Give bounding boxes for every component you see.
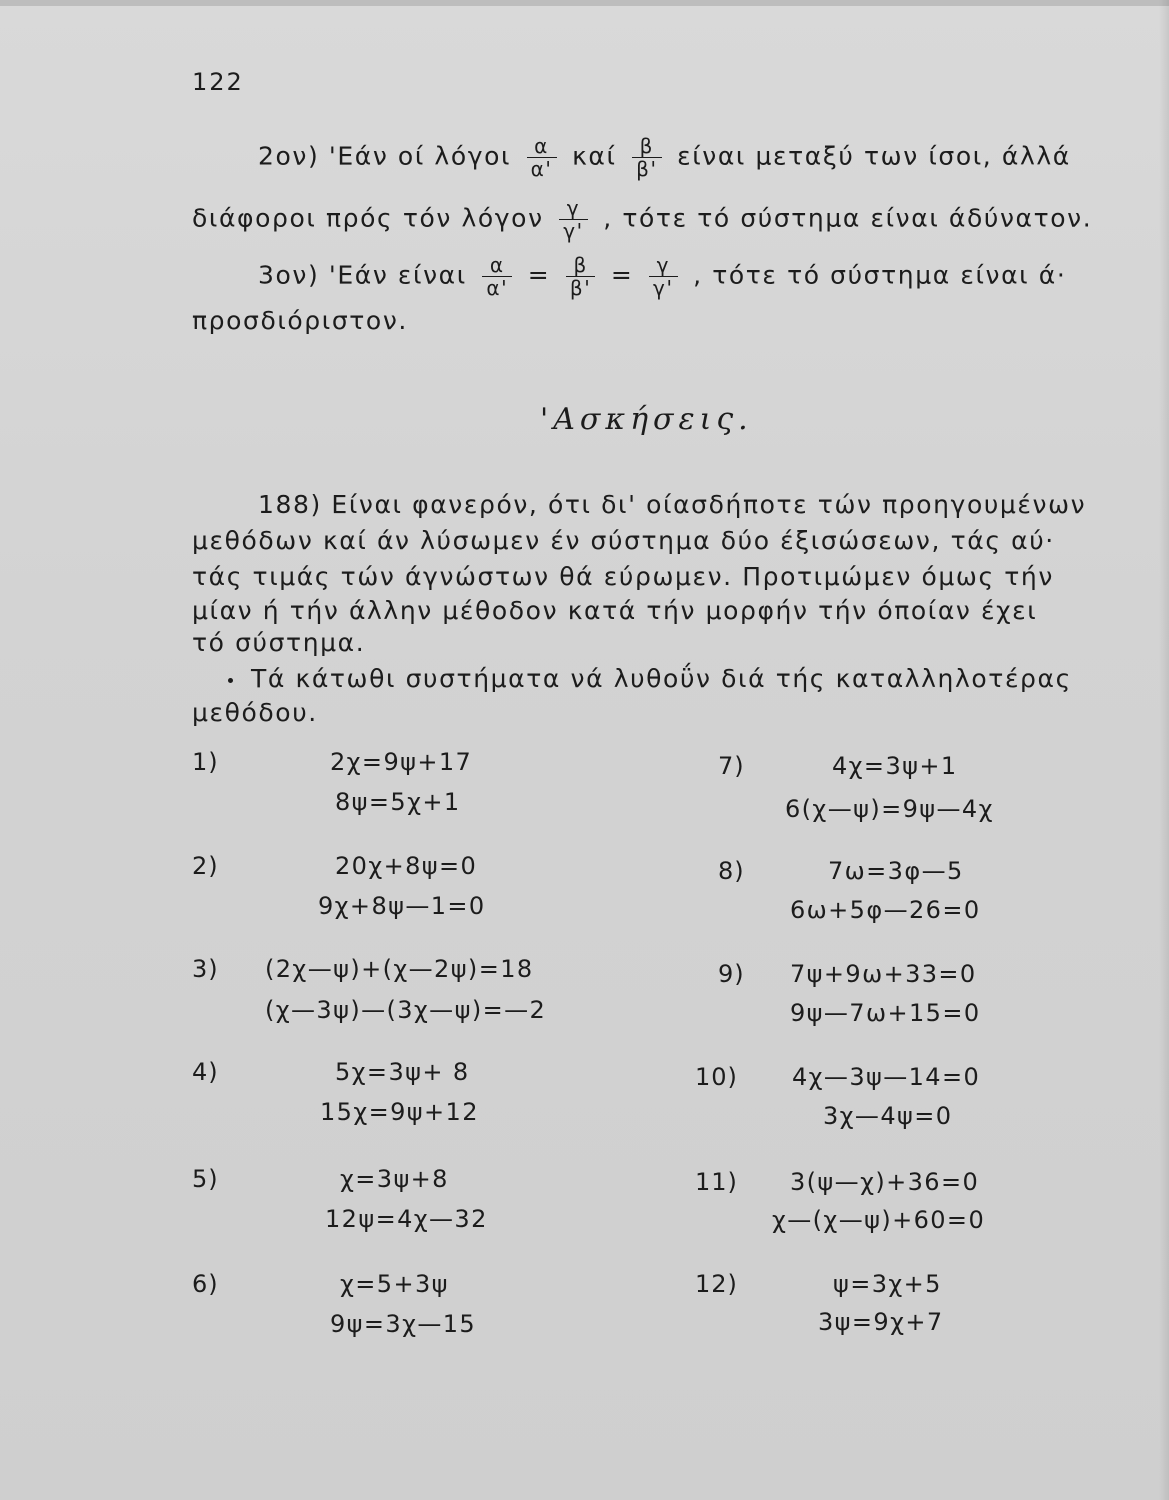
exercise-eq2: 9χ+8ψ—1=0 — [318, 892, 486, 920]
exercise-eq2: 9ψ—7ω+15=0 — [790, 999, 981, 1027]
page-right-shadow — [1159, 0, 1169, 1500]
exercise-eq1: 7ω=3φ—5 — [828, 857, 964, 885]
exercise-eq1: 4χ—3ψ—14=0 — [792, 1063, 981, 1091]
exercise-label: 3) — [192, 955, 219, 983]
exercise-eq2: 15χ=9ψ+12 — [320, 1098, 479, 1126]
instruction-line-1 — [228, 664, 1072, 693]
case2-tail: είναι μεταξύ των ίσοι, άλλά — [677, 141, 1071, 171]
exercise-eq2: 6ω+5φ—26=0 — [790, 896, 981, 924]
case2-lead: 2ον) 'Εάν οί λόγοι — [258, 141, 512, 171]
exercise-eq2: 8ψ=5χ+1 — [335, 788, 461, 816]
page-number: 122 — [192, 68, 244, 96]
fraction-b-over-b-prime: $\frac{\beta}{\beta'}$ — [566, 255, 595, 298]
exercise-eq1: ψ=3χ+5 — [833, 1270, 942, 1298]
exercise-eq1: 7ψ+9ω+33=0 — [790, 960, 977, 988]
exercise-eq1: (2χ—ψ)+(χ—2ψ)=18 — [265, 955, 534, 983]
bullet-dot — [228, 678, 233, 683]
paragraph-line-3: τάς τιμάς τών άγνώστων θά εύρωμεν. Προτιμώμεν όμως τήν — [192, 562, 1054, 591]
theorem-case3-line2: προσδιόριστον. — [192, 306, 408, 335]
exercise-label: 8) — [718, 857, 745, 885]
exercise-label: 1) — [192, 748, 219, 776]
exercise-eq1: χ=3ψ+8 — [340, 1165, 449, 1193]
instruction-text: Τά κάτωθι συστήματα νά λυθοΰν διά τής καταλληλοτέρας — [251, 664, 1072, 693]
exercise-eq1: 2χ=9ψ+17 — [330, 748, 473, 776]
exercise-eq2: 3χ—4ψ=0 — [823, 1102, 953, 1130]
exercise-eq1: χ=5+3ψ — [340, 1270, 449, 1298]
theorem-case3-line1 — [258, 255, 1066, 298]
exercise-label: 2) — [192, 852, 219, 880]
exercise-eq1: 3(ψ—χ)+36=0 — [790, 1168, 980, 1196]
exercise-label: 11) — [695, 1168, 738, 1196]
fraction-g-over-g-prime: $\frac{\gamma}{\gamma'}$ — [559, 198, 588, 241]
theorem-case2-line1 — [258, 136, 1071, 179]
exercise-label: 7) — [718, 752, 745, 780]
exercise-eq1: 5χ=3ψ+ 8 — [335, 1058, 470, 1086]
case3-lead: 3ον) 'Εάν είναι — [258, 260, 467, 290]
exercise-label: 12) — [695, 1270, 738, 1298]
case2-line2-tail: , τότε τό σύστημα είναι άδύνατον. — [603, 203, 1093, 233]
case2-line2-lead: διάφοροι πρός τόν λόγον — [192, 203, 544, 233]
exercise-eq2: 9ψ=3χ—15 — [330, 1310, 477, 1338]
fraction-a-over-a-prime: $\frac{\alpha}{\alpha'}$ — [482, 255, 512, 298]
theorem-case2-line2 — [192, 198, 1092, 241]
exercise-eq2: χ—(χ—ψ)+60=0 — [772, 1206, 986, 1234]
exercise-label: 6) — [192, 1270, 219, 1298]
page-top-edge — [0, 0, 1169, 6]
exercise-eq1: 4χ=3ψ+1 — [832, 752, 958, 780]
exercise-eq2: (χ—3ψ)—(3χ—ψ)=—2 — [265, 996, 547, 1024]
exercise-eq1: 20χ+8ψ=0 — [335, 852, 478, 880]
equals-sign: = — [527, 260, 551, 290]
case2-mid: καί — [572, 141, 617, 171]
case3-tail: , τότε τό σύστημα είναι ά· — [693, 260, 1067, 290]
paragraph-line-4: μίαν ή τήν άλλην μέθοδον κατά τήν μορφήν τήν όποίαν έχει — [192, 596, 1038, 625]
exercise-eq2: 3ψ=9χ+7 — [818, 1308, 944, 1336]
exercise-label: 10) — [695, 1063, 738, 1091]
exercise-label: 4) — [192, 1058, 219, 1086]
paragraph-line-2: μεθόδων καί άν λύσωμεν έν σύστημα δύο έξισώσεων, τάς αύ· — [192, 526, 1055, 555]
fraction-g-over-g-prime: $\frac{\gamma}{\gamma'}$ — [649, 255, 678, 298]
paragraph-line-5: τό σύστημα. — [192, 628, 366, 657]
paragraph-line-1: 188) Είναι φανερόν, ότι δι' οίασδήποτε τών προηγουμένων — [258, 490, 1087, 519]
exercise-label: 5) — [192, 1165, 219, 1193]
equals-sign: = — [610, 260, 634, 290]
instruction-line-2: μεθόδου. — [192, 698, 318, 727]
section-heading: 'Ασκήσεις. — [540, 402, 753, 437]
fraction-b-over-b-prime: $\frac{\beta}{\beta'}$ — [632, 136, 661, 179]
exercise-eq2: 12ψ=4χ—32 — [325, 1205, 488, 1233]
exercise-label: 9) — [718, 960, 745, 988]
fraction-a-over-a-prime: $\frac{\alpha}{\alpha'}$ — [527, 136, 557, 179]
exercise-eq2: 6(χ—ψ)=9ψ—4χ — [785, 795, 994, 823]
